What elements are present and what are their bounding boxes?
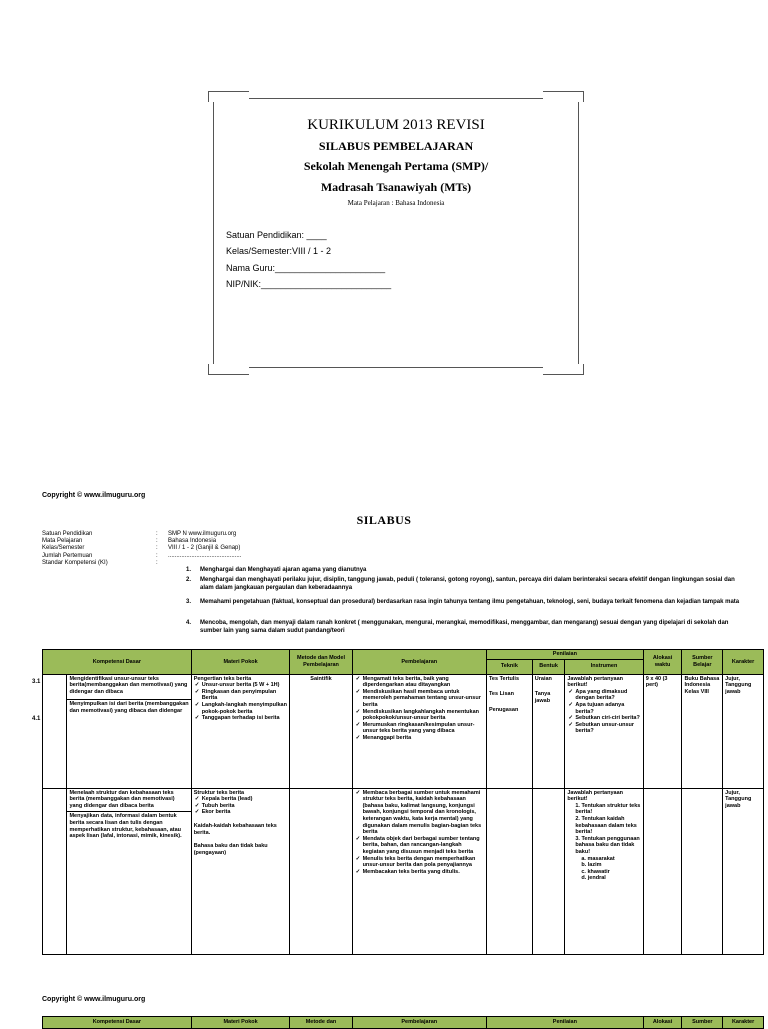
header-pembelajaran: Pembelajaran (352, 650, 486, 675)
meta-row: Satuan Pendidikan : SMP N www.ilmuguru.org (42, 531, 237, 537)
table-row (43, 788, 764, 954)
meta-row: Standar Kompetensi (KI) : (42, 560, 158, 566)
alokasi-cell (643, 788, 682, 954)
cover-field: Satuan Pendidikan: ____ (226, 230, 327, 240)
meta-row: Kelas/Semester : VIII / 1 - 2 (Ganjil & Genap) (42, 545, 241, 551)
frame-corner (543, 364, 584, 375)
cover-field: Nama Guru:______________________ (226, 263, 386, 273)
frame-corner (208, 364, 249, 375)
table-row (43, 674, 764, 788)
next-page-table-header (42, 1016, 764, 1029)
bentuk-cell (532, 788, 565, 954)
teknik-cell (486, 788, 532, 954)
metode-cell: Saintifik (290, 674, 352, 788)
header-kd: Kompetensi Dasar (43, 650, 192, 675)
cover-subject: Mata Pelajaran : Bahasa Indonesia (347, 199, 445, 207)
header-penilaian: Penilaian (486, 650, 643, 660)
sumber-cell: Buku Bahasa Indonesia Kelas VIII (682, 674, 723, 788)
cover-title: KURIKULUM 2013 REVISI (307, 117, 485, 133)
metode-cell (290, 788, 352, 954)
kd-number: 3.1 (32, 679, 41, 685)
ki-item: 1. Menghargai dan Menghayati ajaran agama yang dianutnya (186, 567, 367, 573)
materi-cell: Struktur teks berita ✓ Kepala berita (lead) ✓ Tubuh berita ✓ Ekor berita Kaidah-kaidah kebahasaan teks berita. Bahasa baku dan tidak baku (pengayaan) (191, 788, 290, 954)
teknik-cell: Tes Tertulis Tes Lisan Penugasan (486, 674, 532, 788)
header-karakter: Karakter (723, 650, 764, 675)
header-alokasi: Alokasi waktu (643, 650, 682, 675)
cover-field: NIP/NIK:__________________________ (226, 279, 392, 289)
syllabus-table (42, 649, 764, 955)
ki-item: 4. Mencoba, mengolah, dan menyaji dalam ranah konkret ( menggunakan, mengurai, merangkai, memodifikasi, menggambar, dan mengarang) sesuai dengan yang dipelajari di sekolah dan sumber lain yang sama dalam sudut pandang/teori (186, 620, 729, 634)
karakter-cell: Jujur, Tanggung jawab (723, 788, 764, 954)
header-teknik: Teknik (486, 659, 532, 674)
cover-school-line1: Sekolah Menengah Pertama (SMP)/ (303, 159, 489, 173)
cover-school-line2: Madrasah Tsanawiyah (MTs) (320, 180, 472, 194)
sumber-cell (682, 788, 723, 954)
kd-number: 4.1 (32, 716, 41, 722)
document-title: SILABUS (356, 513, 412, 527)
ki-item: 3. Memahami pengetahuan (faktual, konseptual dan prosedural) berdasarkan rasa ingin tahunya tentang ilmu pengetahuan, teknologi, seni, budaya terkait fenomena dan kejadian tampak mata (186, 599, 740, 605)
header-sumber: Sumber Belajar (682, 650, 723, 675)
karakter-cell: Jujur, Tanggung jawab (723, 674, 764, 788)
header-metode: Metode dan Model Pembelajaran (290, 650, 352, 675)
header-materi: Materi Pokok (191, 650, 290, 675)
alokasi-cell: 9 x 40 (3 pert) (643, 674, 682, 788)
instrumen-cell: Jawablah pertanyaan berikut! ✓ Apa yang dimaksud dengan berita? ✓ Apa tujuan adanya berita? ✓ Sebutkan ciri-ciri berita? ✓ Sebutkan unsur-unsur berita? (565, 674, 643, 788)
header-karakter: Karakter (723, 1017, 764, 1029)
header-pembelajaran: Pembelajaran (352, 1017, 486, 1029)
header-sumber: Sumber (682, 1017, 723, 1029)
header-instrumen: Instrumen (565, 659, 643, 674)
frame-corner (208, 91, 249, 102)
cover-field: Kelas/Semester:VIII / 1 - 2 (226, 246, 332, 256)
header-bentuk: Bentuk (532, 659, 565, 674)
header-metode: Metode dan (290, 1017, 352, 1029)
bentuk-cell: Uraian Tanya jawab (532, 674, 565, 788)
pembelajaran-cell: ✓ Mengamati teks berita, baik yang diperdengarkan atau ditayangkan ✓ Mendiskusikan hasil membaca untuk memeroleh pemahaman tentang unsur-unsur berita ✓ Mendiskusikan langkahlangkah menentukan pokokpokok/unsur-unsur berita ✓ Merumuskan ringkasan/kesimpulan unsur-unsur teks berita yang yang dibaca ✓ Menanggapi berita (352, 674, 486, 788)
instrumen-cell: Jawablah pertanyaan berikut! 1. Tentukan struktur teks berita! 2. Tentukan kaidah kebahasaan dalam teks berita! 3. Tentukan penggunaan bahasa baku dan tidak baku! a. masarakat b. lazim c. khawatir d. jendral (565, 788, 643, 954)
header-kd: Kompetensi Dasar (43, 1017, 192, 1029)
meta-row: Mata Pelajaran : Bahasa Indonesia (42, 538, 217, 544)
kd-cell: Menelaah struktur dan kebahasaan teks berita (membanggakan dan memotivasi) yang didengar dan dibaca berita Menyajikan data, informasi dalam bentuk berita secara lisan dan tulis dengan memperhatikan struktur, kebahasaan, atau aspek lisan (lafal, intonasi, mimik, kinesik). (67, 788, 191, 954)
header-materi: Materi Pokok (191, 1017, 290, 1029)
cover-frame (213, 98, 579, 368)
kd-cell: Mengidentifikasi unsur-unsur teks berita(membanggakan dan memotivasi) yang didengar dan dibaca Menyimpulkan isi dari berita (membanggakan dan memotivasi) yang dibaca dan didengar (67, 674, 191, 788)
meta-row: Jumlah Pertemuan : ............................................ (42, 553, 242, 559)
frame-corner (543, 91, 584, 102)
copyright-text: Copyright © www.ilmuguru.org (42, 492, 146, 499)
cover-subtitle: SILABUS PEMBELAJARAN (318, 139, 474, 153)
materi-cell: Pengertian teks berita ✓ Unsur-unsur berita (5 W + 1H) ✓ Ringkasan dan penyimpulan Berita ✓ Langkah-langkah menyimpulkan pokok-pokok berita ✓ Tanggapan terhadap isi berita (191, 674, 290, 788)
ki-item: 2. Menghargai dan menghayati perilaku jujur, disiplin, tanggung jawab, peduli ( toleransi, gotong royong), santun, percaya diri dalam berinteraksi secara efektif dengan lingkungan sosial dan alam dalam jangkauan pergaulan dan keberadaannya (186, 577, 735, 591)
pembelajaran-cell: ✓ Membaca berbagai sumber untuk memahami struktur teks berita, kaidah kebahasaan (bahasa baku, kalimat langsung, konjungsi bawah, konjungsi temporal dan kronologis, keterangan waktu, kata kerja mental) yang digunakan dalam menulis bagian-bagian teks berita ✓ Mendata objek dari berbagai sumber tentang berita, bahan, dan rancangan-langkah kegiatan yang disusun menjadi teks berita ✓ Menulis teks berita dengan memperhatikan unsur-unsur berita dan pola penyajiannya ✓ Membacakan teks berita yang ditulis. (352, 788, 486, 954)
header-penilaian: Penilaian (486, 1017, 643, 1029)
header-alokasi: Alokasi (643, 1017, 682, 1029)
copyright-text: Copyright © www.ilmuguru.org (42, 996, 146, 1003)
